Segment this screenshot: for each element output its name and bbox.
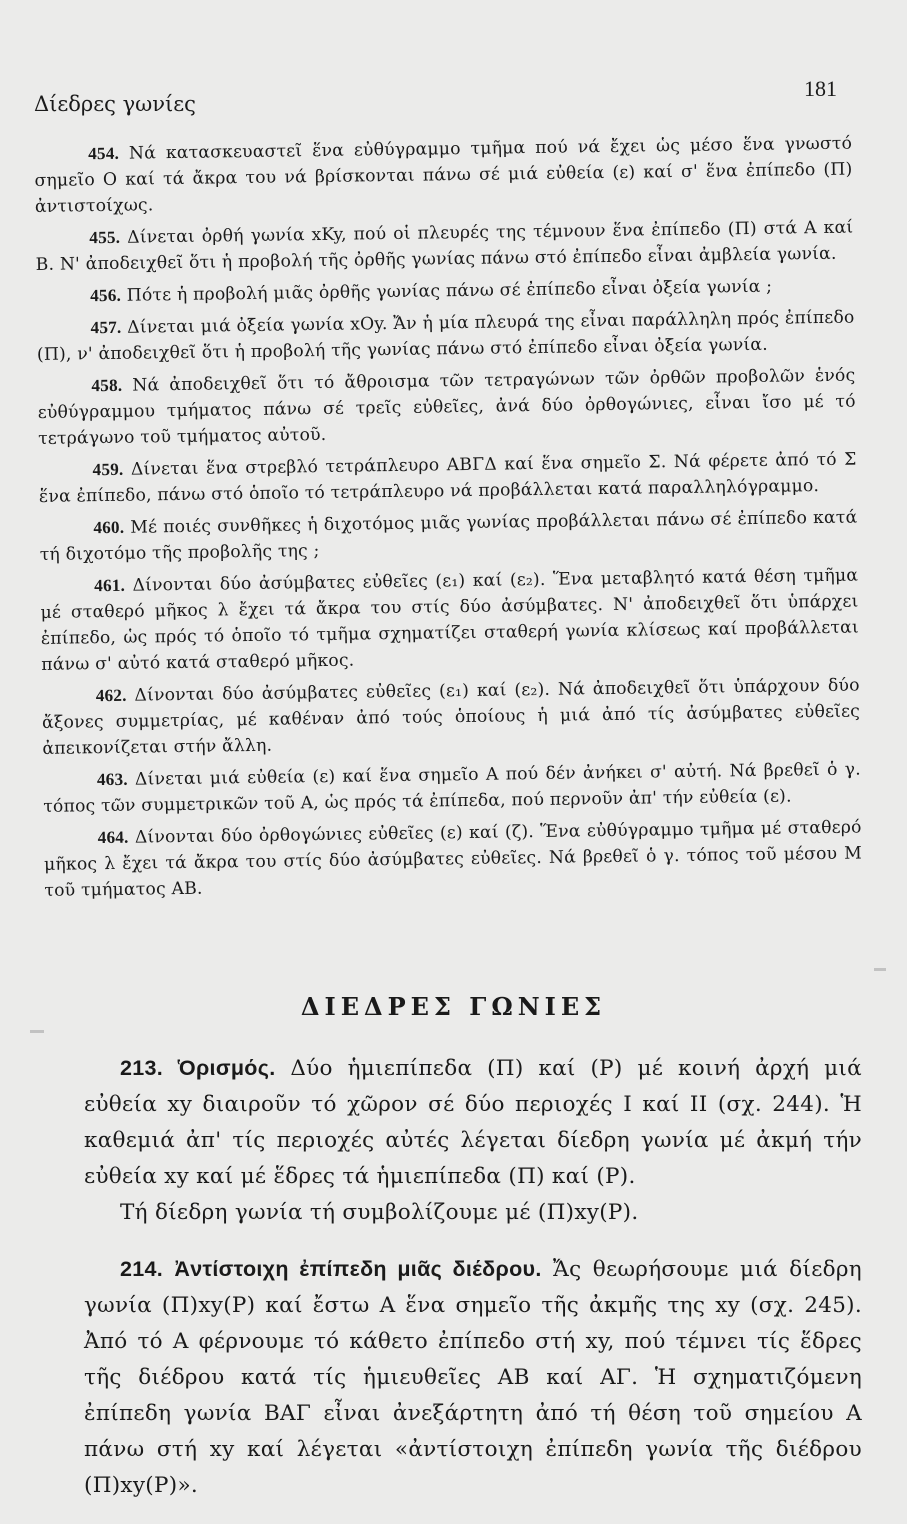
exercise-460	[39, 505, 858, 568]
exercise-text: Νά ἀποδειχθεῖ ὅτι τό ἄθροισμα τῶν τετραγώνων τῶν ὀρθῶν προβολῶν ἑνός εὐθύγραμμου τμήματος πάνω σέ τρεῖς εὐθεῖες, ἀνά δύο ὀρθογώνιες, εἶναι ἴσο μέ τό τετράγωνο τοῦ τμήματος αὐτοῦ.	[37, 365, 856, 449]
scan-mark	[874, 968, 886, 971]
definition-term: Ἀντίστοιχη ἐπίπεδη μιᾶς διέδρου.	[174, 1257, 542, 1281]
exercise-number: 459.	[92, 459, 124, 480]
exercise-462	[42, 673, 861, 762]
definition-text: Δύο ἡμιεπίπεδα (Π) καί (Ρ) μέ κοινή ἀρχή μιά εὐθεία xy διαιροῦν τό χῶρον σέ δύο περιοχές Ι καί ΙΙ (σχ. 244). Ἡ καθεμιά ἀπ' τίς περιοχές αὐτές λέγεται δίεδρη γωνία μέ ἀκμή τήν εὐθεία xy καί μέ ἕδρες τά ἡμιεπίπεδα (Π) καί (Ρ).	[84, 1056, 862, 1189]
exercise-number: 458.	[91, 375, 123, 396]
exercise-459	[38, 447, 857, 510]
exercise-457	[36, 305, 855, 368]
exercise-number: 461.	[94, 575, 126, 596]
exercise-number: 456.	[90, 285, 122, 306]
exercise-455	[35, 215, 854, 278]
page-number: 181	[804, 76, 837, 101]
page-header	[34, 72, 837, 116]
exercise-456	[36, 273, 854, 310]
definition-number: 213.	[120, 1056, 164, 1080]
exercise-461	[40, 563, 859, 678]
scan-mark	[30, 1030, 44, 1033]
exercise-list	[34, 131, 863, 910]
exercise-text: Δίνονται δύο ἀσύμβατες εὐθεῖες (ε₁) καί (ε₂). Ἕνα μεταβλητό κατά θέση τμῆμα μέ σταθερό μῆκος λ ἔχει τά ἄκρα του στίς δύο ἀσύμβατες. Ν' ἀποδειχθεῖ ὅτι ὑπάρχει ἐπίπεδο, ὡς πρός τό ὁποῖο τό τμῆμα σχηματίζει σταθερή γωνία κλίσεως καί προβάλλεται πάνω σ' αὐτό κατά σταθερό μῆκος.	[40, 565, 859, 675]
exercise-454	[34, 131, 853, 220]
exercise-text: Δίνεται μιά εὐθεία (ε) καί ἕνα σημεῖο Α πού δέν ἀνήκει σ' αὐτή. Νά βρεθεῖ ὁ γ. τόπος τῶν συμμετρικῶν τοῦ Α, ὡς πρός τά ἐπίπεδα, πού περνοῦν ἀπ' τήν εὐθεία (ε).	[43, 759, 861, 817]
exercise-text: Δίνεται ὀρθή γωνία xKy, πού οἱ πλευρές της τέμνουν ἕνα ἐπίπεδο (Π) στά Α καί Β. Ν' ἀποδειχθεῖ ὅτι ἡ προβολή τῆς ὀρθῆς γωνίας πάνω στό ἐπίπεδο εἶναι ἀμβλεία γωνία.	[35, 217, 854, 275]
definition-term: Ὁρισμός.	[177, 1056, 276, 1080]
definition-list	[84, 1050, 862, 1524]
exercise-text: Δίνεται μιά ὀξεία γωνία xOy. Ἄν ἡ μία πλευρά της εἶναι παράλληλη πρός ἐπίπεδο (Π), ν' ἀποδειχθεῖ ὅτι ἡ προβολή τῆς γωνίας πάνω στό ἐπίπεδο εἶναι ὀξεία γωνία.	[36, 307, 855, 365]
exercise-number: 462.	[95, 685, 127, 706]
running-title: Δίεδρες γωνίες	[34, 92, 196, 116]
definition-number: 214.	[120, 1257, 164, 1281]
exercise-number: 460.	[93, 517, 125, 538]
exercise-text: Πότε ἡ προβολή μιᾶς ὀρθῆς γωνίας πάνω σέ ἐπίπεδο εἶναι ὀξεία γωνία ;	[126, 276, 773, 306]
exercise-number: 463.	[96, 769, 128, 790]
exercise-number: 455.	[89, 227, 121, 248]
exercise-463	[43, 757, 862, 820]
definition-213	[84, 1050, 862, 1231]
exercise-text: Νά κατασκευαστεῖ ἕνα εὐθύγραμμο τμῆμα πού νά ἔχει ὡς μέσο ἕνα γνωστό σημεῖο Ο καί τά ἄκρα του νά βρίσκονται πάνω σέ μιά εὐθεία (ε) καί σ' ἕνα ἐπίπεδο (Π) ἀντιστοίχως.	[34, 133, 853, 217]
exercise-text: Μέ ποιές συνθῆκες ἡ διχοτόμος μιᾶς γωνίας προβάλλεται πάνω σέ ἐπίπεδο κατά τή διχοτόμο τῆς προβολῆς της ;	[39, 507, 858, 565]
definition-214	[84, 1251, 862, 1504]
exercise-464	[44, 815, 863, 904]
exercise-number: 454.	[88, 143, 120, 164]
definition-text: Ἄς θεωρήσουμε μιά δίεδρη γωνία (Π)xy(Ρ) καί ἔστω Α ἕνα σημεῖο τῆς ἀκμῆς της xy (σχ. 245). Ἀπό τό Α φέρνουμε τό κάθετο ἐπίπεδο στή xy, πού τέμνει τίς ἕδρες τῆς διέδρου κατά τίς ἡμιευθεῖες ΑΒ καί ΑΓ. Ἡ σχηματιζόμενη ἐπίπεδη γωνία ΒΑΓ εἶναι ἀνεξάρτητη ἀπό τή θέση τοῦ σημείου Α πάνω στή xy καί λέγεται «ἀντίστοιχη ἐπίπεδη γωνία τῆς διέδρου (Π)xy(Ρ)».	[84, 1257, 862, 1498]
section-title: ΔΙΕΔΡΕΣ ΓΩΝΙΕΣ	[300, 992, 607, 1021]
exercise-text: Δίνονται δύο ὀρθογώνιες εὐθεῖες (ε) καί (ζ). Ἕνα εὐθύγραμμο τμῆμα μέ σταθερό μῆκος λ ἔχει τά ἄκρα του στίς δύο ἀσύμβατες εὐθεῖες. Νά βρεθεῖ ὁ γ. τόπος τοῦ μέσου Μ τοῦ τμήματος ΑΒ.	[43, 817, 863, 901]
exercise-number: 457.	[90, 317, 122, 338]
definition-note: Τή δίεδρη γωνία τή συμβολίζουμε μέ (Π)xy(Ρ).	[120, 1200, 639, 1225]
exercise-text: Δίνονται δύο ἀσύμβατες εὐθεῖες (ε₁) καί (ε₂). Νά ἀποδειχθεῖ ὅτι ὑπάρχουν δύο ἄξονες συμμετρίας, μέ καθέναν ἀπό τούς ὁποίους ἡ μιά ἀπό τίς ἀσύμβατες εὐθεῖες ἀπεικονίζεται στήν ἄλλη.	[41, 675, 861, 759]
exercise-text: Δίνεται ἕνα στρεβλό τετράπλευρο ΑΒΓΔ καί ἕνα σημεῖο Σ. Νά φέρετε ἀπό τό Σ ἕνα ἐπίπεδο, πάνω στό ὁποῖο τό τετράπλευρο νά προβάλλεται κατά παραλληλόγραμμο.	[38, 449, 857, 507]
exercise-458	[37, 363, 856, 452]
exercise-number: 464.	[97, 827, 129, 848]
